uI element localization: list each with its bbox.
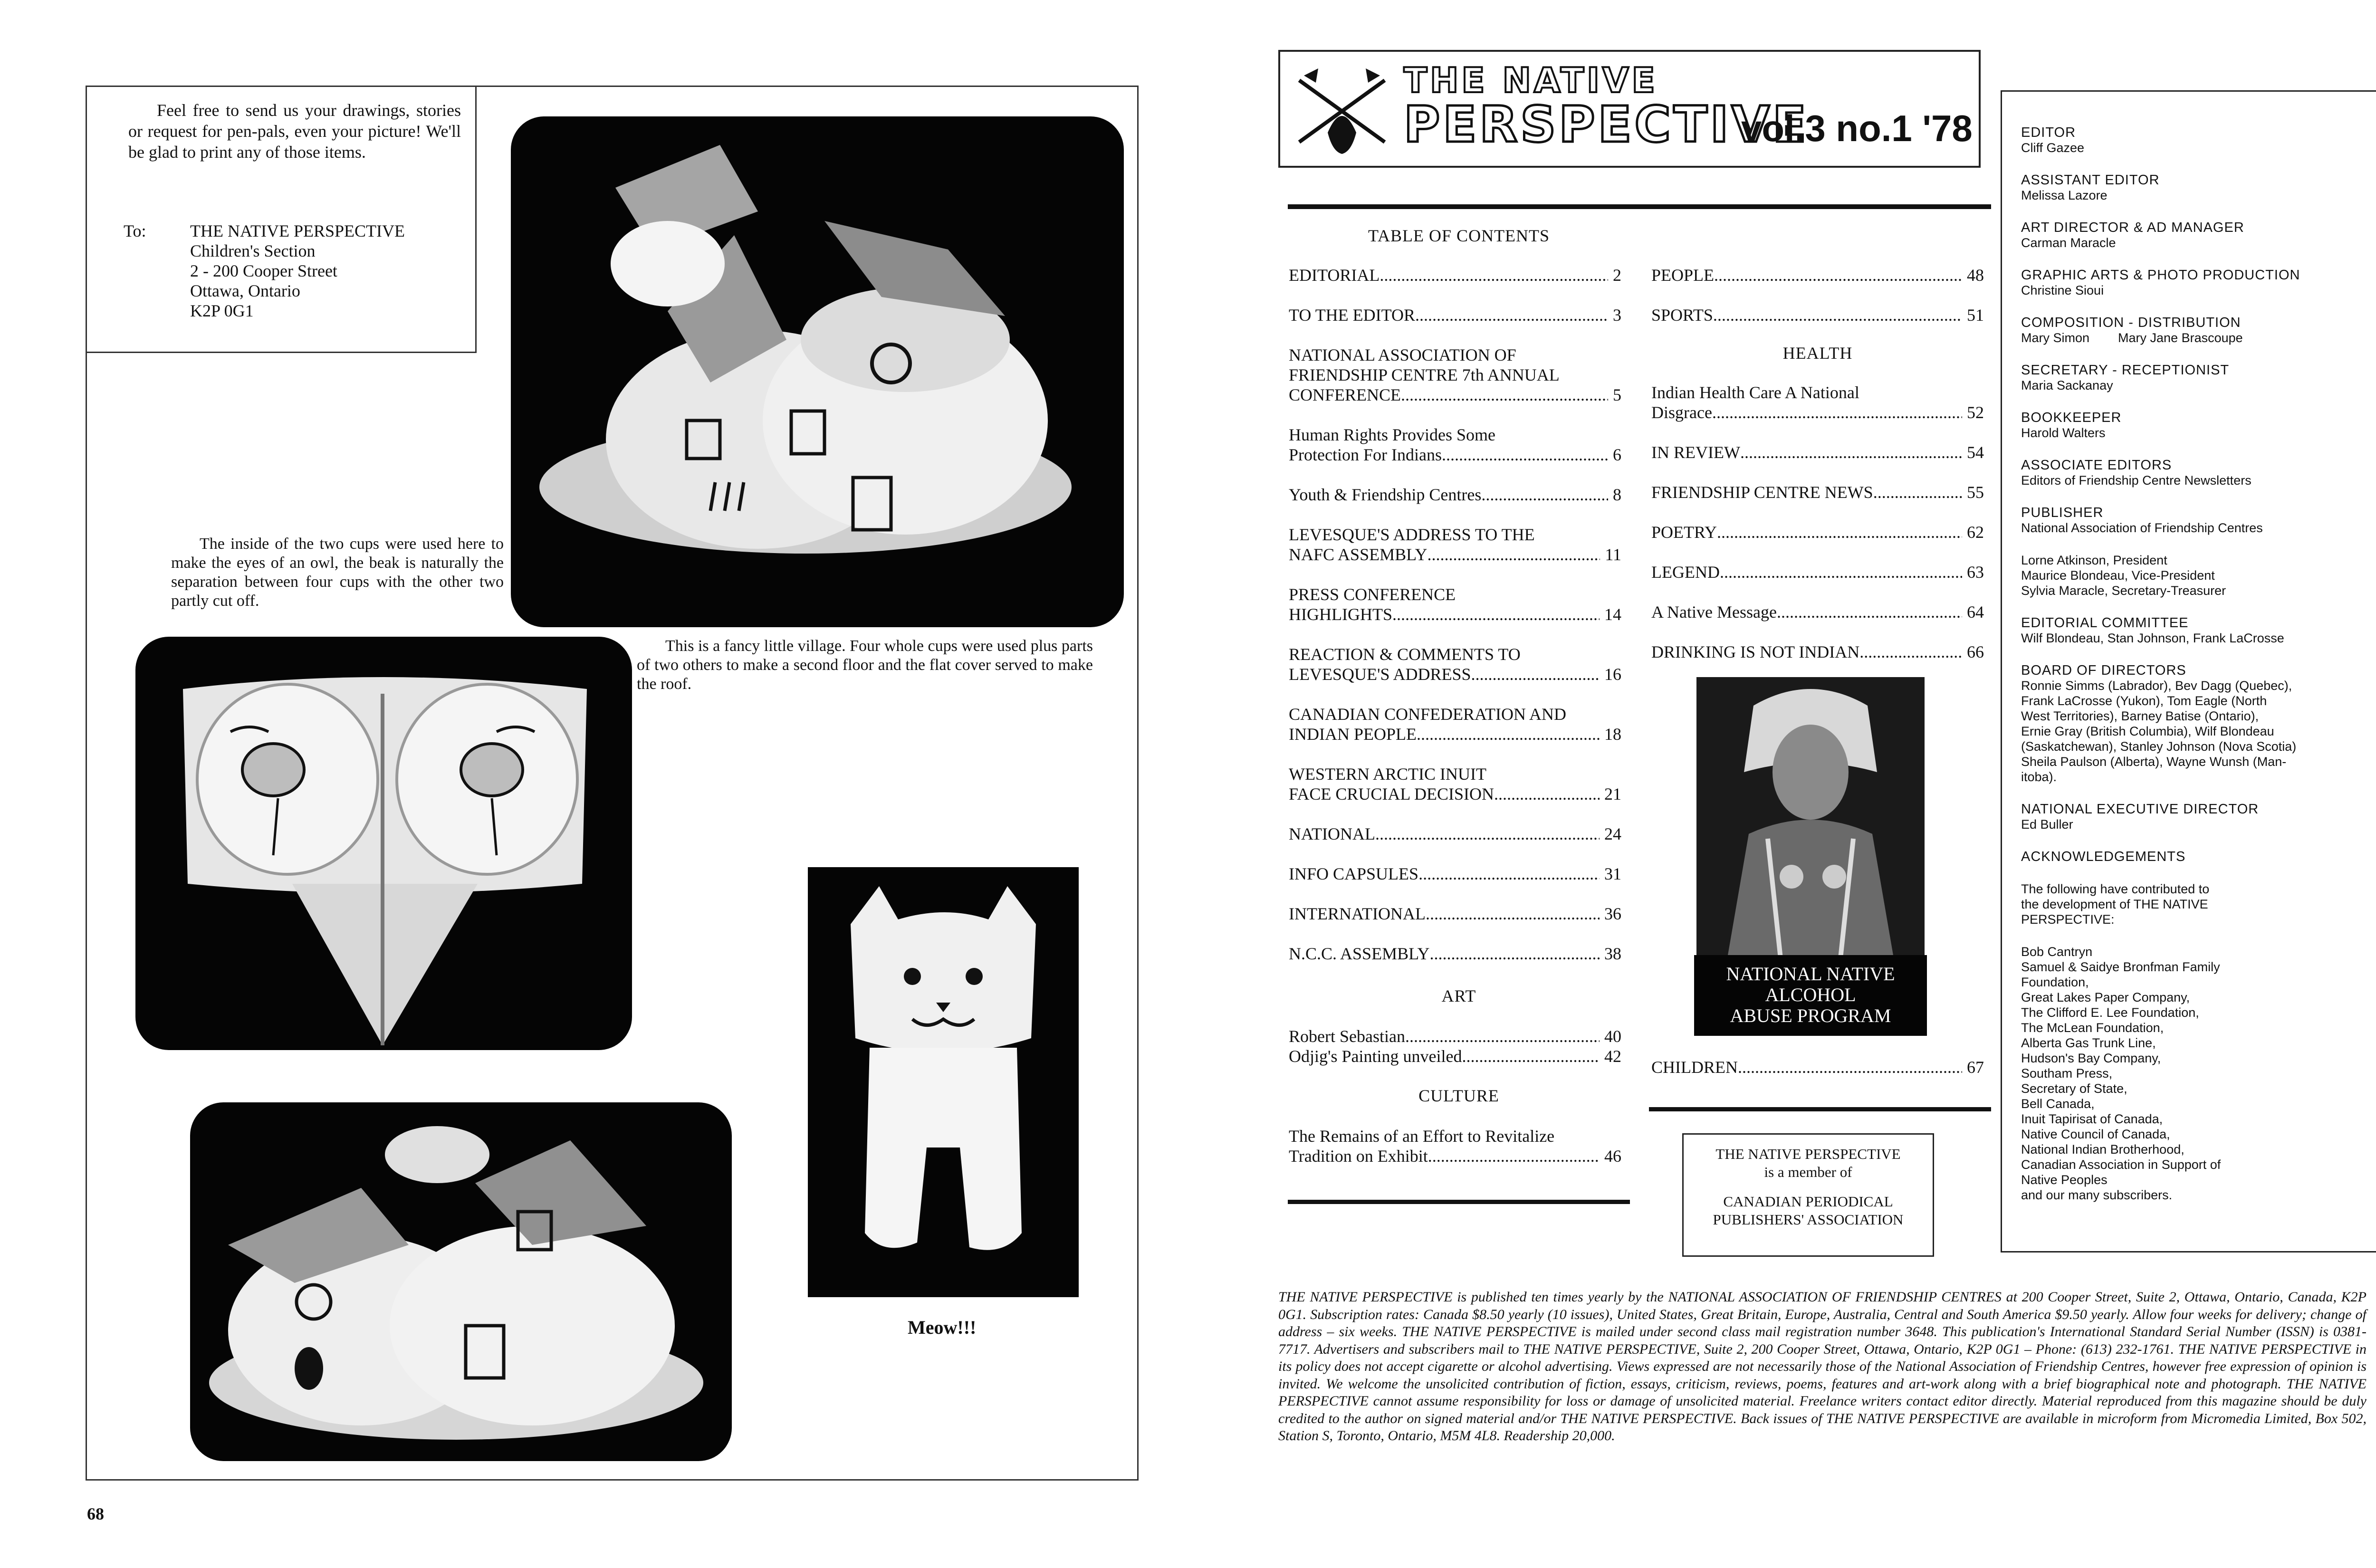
ack-item: Southam Press, — [2021, 1066, 2113, 1080]
toc-title: PEOPLE — [1651, 266, 1715, 285]
alcohol-abuse-program-banner — [1694, 955, 1927, 1036]
toc-page: 14 — [1604, 605, 1621, 624]
toc-page: 66 — [1967, 642, 1984, 661]
owl-photo — [135, 637, 632, 1050]
ack-item: National Indian Brotherhood, — [2021, 1142, 2184, 1157]
staff-line: Frank LaCrosse (Yukon), Tom Eagle (North — [2021, 694, 2267, 708]
toc-title: LEVESQUE'S ADDRESS — [1289, 665, 1471, 684]
ack-item: Inuit Tapirisat of Canada, — [2021, 1112, 2163, 1126]
submission-text: Feel free to send us your drawings, stories or request for pen-pals, even your picture! We'll be glad to print any of those items. — [128, 101, 461, 162]
toc-page: 67 — [1967, 1058, 1984, 1077]
staff-heading: EDITORIAL COMMITTEE — [2021, 615, 2189, 631]
staff-section — [2021, 849, 2363, 864]
staff-line: Maria Sackanay — [2021, 378, 2113, 392]
staff-line: (Saskatchewan), Stanley Johnson (Nova Scotia) — [2021, 739, 2297, 754]
to-label: To: — [124, 221, 146, 240]
toc-top-rule — [1288, 204, 1991, 209]
crossed-feathers-logo-icon — [1294, 61, 1389, 156]
ack-list — [2021, 944, 2363, 1203]
staff-heading: ASSOCIATE EDITORS — [2021, 458, 2172, 473]
toc-title: NATIONAL — [1289, 824, 1375, 843]
toc-title-line: The Remains of an Effort to Revitalize — [1289, 1127, 1555, 1146]
toc-art — [1289, 1026, 1621, 1066]
toc-page: 16 — [1604, 665, 1621, 684]
toc-title: IN REVIEW — [1651, 443, 1740, 462]
toc-page: 21 — [1604, 784, 1621, 803]
chief-portrait-photo — [1696, 677, 1925, 972]
meow-caption: Meow!!! — [908, 1317, 977, 1338]
toc-column-2 — [1651, 382, 1984, 662]
toc-entry[interactable] — [1289, 584, 1621, 624]
toc-entry[interactable] — [1651, 265, 1984, 285]
toc-culture — [1289, 1126, 1621, 1166]
owl-illustration — [135, 637, 632, 1050]
submission-box — [86, 86, 477, 353]
ack-item: Samuel & Saidye Bronfman Family — [2021, 960, 2220, 974]
staff-section — [2021, 172, 2363, 203]
toc-title-line: FRIENDSHIP CENTRE 7th ANNUAL — [1289, 365, 1560, 384]
staff-heading: COMPOSITION - DISTRIBUTION — [2021, 315, 2241, 330]
toc-entry[interactable] — [1289, 944, 1621, 964]
toc-title: Robert Sebastian — [1289, 1027, 1405, 1046]
membership-line: is a member of — [1764, 1164, 1852, 1180]
toc-entry[interactable] — [1289, 345, 1621, 405]
toc-title-line: WESTERN ARCTIC INUIT — [1289, 765, 1486, 784]
staff-section — [2021, 363, 2363, 393]
staff-section — [2021, 315, 2363, 345]
cat-photo — [808, 867, 1079, 1297]
toc-entry[interactable] — [1289, 864, 1621, 884]
staff-heading: PUBLISHER — [2021, 505, 2104, 520]
staff-heading: BOARD OF DIRECTORS — [2021, 663, 2186, 678]
membership-box — [1682, 1133, 1934, 1257]
art-heading: ART — [1441, 986, 1476, 1005]
issue-number: vol.3 no.1 '78 — [1741, 107, 1973, 149]
staff-heading: NATIONAL EXECUTIVE DIRECTOR — [2021, 802, 2259, 817]
toc-title: N.C.C. ASSEMBLY — [1289, 944, 1430, 963]
ack-item: Bob Cantryn — [2021, 945, 2093, 959]
staff-section — [2021, 505, 2363, 535]
staff-section — [2021, 802, 2363, 832]
staff-line: Sylvia Maracle, Secretary-Treasurer — [2021, 583, 2226, 598]
ack-item: and our many subscribers. — [2021, 1188, 2173, 1202]
chief-illustration — [1696, 677, 1925, 972]
staff-line: Editors of Friendship Centre Newsletters — [2021, 473, 2251, 488]
toc-page: 24 — [1604, 824, 1621, 843]
toc-title-line: Human Rights Provides Some — [1289, 425, 1496, 444]
banner-line: NATIONAL NATIVE — [1726, 963, 1895, 985]
village-photo-large — [511, 116, 1124, 627]
staff-line: PERSPECTIVE: — [2021, 912, 2115, 927]
toc-page: 40 — [1604, 1027, 1621, 1046]
toc-title-line: Indian Health Care A National — [1651, 383, 1859, 402]
owl-caption: The inside of the two cups were used here to make the eyes of an owl, the beak is naturally the separation between four cups with the other two partly cut off. — [171, 535, 504, 610]
toc-entry[interactable] — [1289, 305, 1621, 325]
toc-title: Disgrace — [1651, 403, 1712, 422]
membership-line: PUBLISHERS' ASSOCIATION — [1713, 1211, 1904, 1228]
toc-title: Protection For Indians — [1289, 445, 1442, 464]
staff-heading: ACKNOWLEDGEMENTS — [2021, 849, 2186, 864]
toc-page: 8 — [1613, 485, 1621, 504]
toc-page: 52 — [1967, 403, 1984, 422]
toc-title: TO THE EDITOR — [1289, 306, 1415, 325]
toc-entry[interactable] — [1651, 522, 1984, 542]
toc-title-line: NATIONAL ASSOCIATION OF — [1289, 345, 1516, 364]
toc-page: 62 — [1967, 523, 1984, 542]
staff-section — [2021, 410, 2363, 440]
toc-page: 38 — [1604, 944, 1621, 963]
mailing-address — [190, 221, 405, 321]
ack-item: Canadian Association in Support of — [2021, 1157, 2221, 1172]
ack-item: Bell Canada, — [2021, 1097, 2095, 1111]
toc-title: LEGEND — [1651, 563, 1720, 582]
staff-section — [2021, 663, 2363, 784]
staff-section — [2021, 458, 2363, 488]
toc-page: 46 — [1604, 1147, 1621, 1166]
toc-entry[interactable] — [1289, 764, 1621, 804]
address-line: 2 - 200 Cooper Street — [190, 261, 337, 280]
toc-title: FRIENDSHIP CENTRE NEWS — [1651, 483, 1873, 502]
toc-title: NAFC ASSEMBLY — [1289, 545, 1428, 564]
staff-line: Sheila Paulson (Alberta), Wayne Wunsh (Man- — [2021, 755, 2287, 769]
ack-item: Foundation, — [2021, 975, 2089, 989]
banner-line: ALCOHOL — [1765, 984, 1856, 1005]
toc-title: FACE CRUCIAL DECISION — [1289, 784, 1495, 803]
toc-entry[interactable] — [1651, 1057, 1984, 1077]
toc-entry[interactable] — [1289, 425, 1621, 465]
staff-heading: GRAPHIC ARTS & PHOTO PRODUCTION — [2021, 268, 2300, 283]
toc-title: INFO CAPSULES — [1289, 864, 1419, 883]
ack-item: Native Peoples — [2021, 1173, 2108, 1187]
staff-section — [2021, 220, 2363, 250]
ack-item: Hudson's Bay Company, — [2021, 1051, 2161, 1065]
staff-heading: ART DIRECTOR & AD MANAGER — [2021, 220, 2244, 235]
toc-page: 63 — [1967, 563, 1984, 582]
toc-page: 3 — [1613, 306, 1621, 325]
toc-title: CHILDREN — [1651, 1058, 1738, 1077]
toc-title: INTERNATIONAL — [1289, 904, 1426, 923]
toc-entry[interactable] — [1289, 1026, 1621, 1046]
toc-title: INDIAN PEOPLE — [1289, 725, 1417, 744]
staff-heading: EDITOR — [2021, 125, 2076, 140]
toc-entry[interactable] — [1651, 305, 1984, 325]
staff-heading: SECRETARY - RECEPTIONIST — [2021, 363, 2230, 378]
toc-entry[interactable] — [1651, 562, 1984, 582]
toc-page: 55 — [1967, 483, 1984, 502]
ack-intro — [2021, 881, 2363, 927]
toc-title-line: CANADIAN CONFEDERATION AND — [1289, 705, 1566, 724]
staff-list — [2021, 125, 2363, 1203]
ack-item: Secretary of State, — [2021, 1081, 2127, 1096]
banner-line: ABUSE PROGRAM — [1730, 1005, 1891, 1026]
village-caption: This is a fancy little village. Four whole cups were used plus parts of two others to make a second floor and the flat cover served to make the roof. — [637, 637, 1093, 693]
toc-title-line: LEVESQUE'S ADDRESS TO THE — [1289, 525, 1535, 544]
staff-section — [2021, 125, 2363, 155]
toc-entry[interactable] — [1289, 824, 1621, 844]
toc-entry[interactable] — [1289, 904, 1621, 924]
toc-page: 11 — [1605, 545, 1621, 564]
ack-item: Alberta Gas Trunk Line, — [2021, 1036, 2156, 1050]
toc-entry[interactable] — [1651, 642, 1984, 662]
masthead — [1278, 50, 1981, 168]
staff-line: Maurice Blondeau, Vice-President — [2021, 568, 2215, 583]
staff-line: Carman Maracle — [2021, 236, 2116, 250]
toc-heading: TABLE OF CONTENTS — [1368, 226, 1550, 245]
toc-title: DRINKING IS NOT INDIAN — [1651, 642, 1860, 661]
membership-line: CANADIAN PERIODICAL — [1723, 1193, 1893, 1210]
toc-bottom-rule-left — [1288, 1200, 1630, 1204]
staff-line: itoba). — [2021, 770, 2057, 784]
toc-page: 42 — [1604, 1047, 1621, 1066]
toc-entry[interactable] — [1651, 442, 1984, 462]
toc-entry[interactable] — [1651, 482, 1984, 502]
staff-line: Wilf Blondeau, Stan Johnson, Frank LaCrosse — [2021, 631, 2284, 645]
ack-item: The Clifford E. Lee Foundation, — [2021, 1005, 2199, 1020]
toc-title: A Native Message — [1651, 602, 1777, 621]
toc-entry[interactable] — [1289, 704, 1621, 744]
address-line: K2P 0G1 — [190, 301, 254, 320]
toc-entry[interactable] — [1289, 1126, 1621, 1166]
ack-item: Native Council of Canada, — [2021, 1127, 2170, 1141]
toc-page: 48 — [1967, 266, 1984, 285]
address-line: Children's Section — [190, 241, 316, 260]
toc-title: POETRY — [1651, 523, 1717, 542]
staff-section — [2021, 268, 2363, 298]
toc-title: HIGHLIGHTS — [1289, 605, 1392, 624]
toc-title: Youth & Friendship Centres — [1289, 485, 1482, 504]
address-line: Ottawa, Ontario — [190, 281, 300, 300]
staff-box — [2001, 90, 2376, 1252]
toc-page: 36 — [1604, 904, 1621, 923]
staff-line: Lorne Atkinson, President — [2021, 553, 2167, 567]
culture-heading: CULTURE — [1418, 1086, 1499, 1105]
staff-heading: BOOKKEEPER — [2021, 410, 2122, 425]
toc-entry[interactable] — [1651, 382, 1984, 422]
toc-title: SPORTS — [1651, 306, 1713, 325]
toc-page: 54 — [1967, 443, 1984, 462]
toc-page: 2 — [1613, 266, 1621, 285]
page-number: 68 — [87, 1504, 104, 1523]
staff-line: the development of THE NATIVE — [2021, 897, 2208, 911]
staff-line: Ernie Gray (British Columbia), Wilf Blondeau — [2021, 724, 2274, 738]
publication-info: THE NATIVE PERSPECTIVE is published ten times yearly by the NATIONAL ASSOCIATION OF FRIENDSHIP CENTRES at 200 Cooper Street, Suite 2, Ottawa, Ontario, Canada, K2P 0G1. Subscription rates: Canada $8.50 yearly (10 issues), United States, Great Britain, Europe, Australia, Central and South America $9.50 yearly. Allow four weeks for delivery; change of address – six weeks. THE NATIVE PERSPECTIVE is mailed under second class mail registration number 3648. This publication's International Standard Serial Number (ISSN) is 0381-7717. Advertisers and subscribers mail to THE NATIVE PERSPECTIVE, Suite 2, 200 Cooper Street, Ottawa, Ontario, K2P 0G1 – Phone: (613) 232-1761. THE NATIVE PERSPECTIVE in its policy does not accept cigarette or alcohol advertising. Views expressed are not necessarily those of the National Association of Friendship Centres, however free expression of opinion is invited. We welcome the unsolicited contribution of fiction, essays, criticism, reviews, poems, features and art-work along with a brief biographical note and photograph. THE NATIVE PERSPECTIVE cannot assume responsibility for loss or damage of unsolicited material. Freelance writers contact editor directly. Material reproduced from this magazine should be duly credited to the author on signed material and/or THE NATIVE PERSPECTIVE. Back issues of THE NATIVE PERSPECTIVE are available in microform from Micromedia Limited, Box 502, Station S, Toronto, Ontario, M5M 4L8. Readership 20,000. — [1278, 1289, 2366, 1444]
staff-line: Mary Simon Mary Jane Brascoupe — [2021, 331, 2243, 345]
staff-section — [2021, 553, 2363, 598]
toc-entry[interactable] — [1289, 485, 1621, 505]
toc-title-line: PRESS CONFERENCE — [1289, 585, 1456, 604]
toc-column-2-top — [1651, 265, 1984, 325]
staff-section — [2021, 615, 2363, 646]
staff-line: National Association of Friendship Centres — [2021, 521, 2263, 535]
toc-entry[interactable] — [1289, 265, 1621, 285]
staff-line: Ed Buller — [2021, 817, 2073, 832]
masthead-title-line1: THE NATIVE — [1404, 60, 1658, 100]
toc-page: 18 — [1604, 725, 1621, 744]
toc-title-line: REACTION & COMMENTS TO — [1289, 645, 1521, 664]
staff-line: The following have contributed to — [2021, 882, 2210, 896]
staff-line: Cliff Gazee — [2021, 141, 2085, 155]
staff-line: Harold Walters — [2021, 426, 2106, 440]
toc-title: Odjig's Painting unveiled — [1289, 1047, 1462, 1066]
toc-bottom-rule-right — [1649, 1107, 1991, 1111]
health-heading: HEALTH — [1782, 344, 1853, 363]
cat-illustration — [808, 867, 1079, 1297]
ack-item: The McLean Foundation, — [2021, 1021, 2164, 1035]
ack-item: Great Lakes Paper Company, — [2021, 990, 2190, 1004]
masthead-title-line2: PERSPECTIVE — [1404, 96, 1810, 153]
village-illustration — [511, 116, 1124, 627]
toc-page: 64 — [1967, 602, 1984, 621]
toc-title: Tradition on Exhibit — [1289, 1147, 1428, 1166]
toc-title: EDITORIAL — [1289, 266, 1380, 285]
staff-heading: ASSISTANT EDITOR — [2021, 172, 2160, 188]
toc-page: 31 — [1604, 864, 1621, 883]
staff-line: West Territories), Barney Batise (Ontario), — [2021, 709, 2259, 723]
staff-line: Melissa Lazore — [2021, 188, 2108, 202]
staff-line: Christine Sioui — [2021, 283, 2104, 297]
toc-column-1 — [1289, 265, 1621, 984]
toc-page: 51 — [1967, 306, 1984, 325]
small-village-illustration — [190, 1102, 732, 1461]
toc-entry[interactable] — [1289, 525, 1621, 564]
toc-page: 6 — [1613, 445, 1621, 464]
address-line: THE NATIVE PERSPECTIVE — [190, 221, 405, 240]
toc-entry[interactable] — [1289, 1046, 1621, 1066]
toc-page: 5 — [1613, 385, 1621, 404]
membership-line: THE NATIVE PERSPECTIVE — [1715, 1146, 1901, 1162]
staff-line: Ronnie Simms (Labrador), Bev Dagg (Quebec), — [2021, 679, 2292, 693]
toc-entry[interactable] — [1289, 644, 1621, 684]
toc-children — [1651, 1057, 1984, 1077]
toc-entry[interactable] — [1651, 602, 1984, 622]
toc-title: CONFERENCE — [1289, 385, 1401, 404]
village-photo-small — [190, 1102, 732, 1461]
